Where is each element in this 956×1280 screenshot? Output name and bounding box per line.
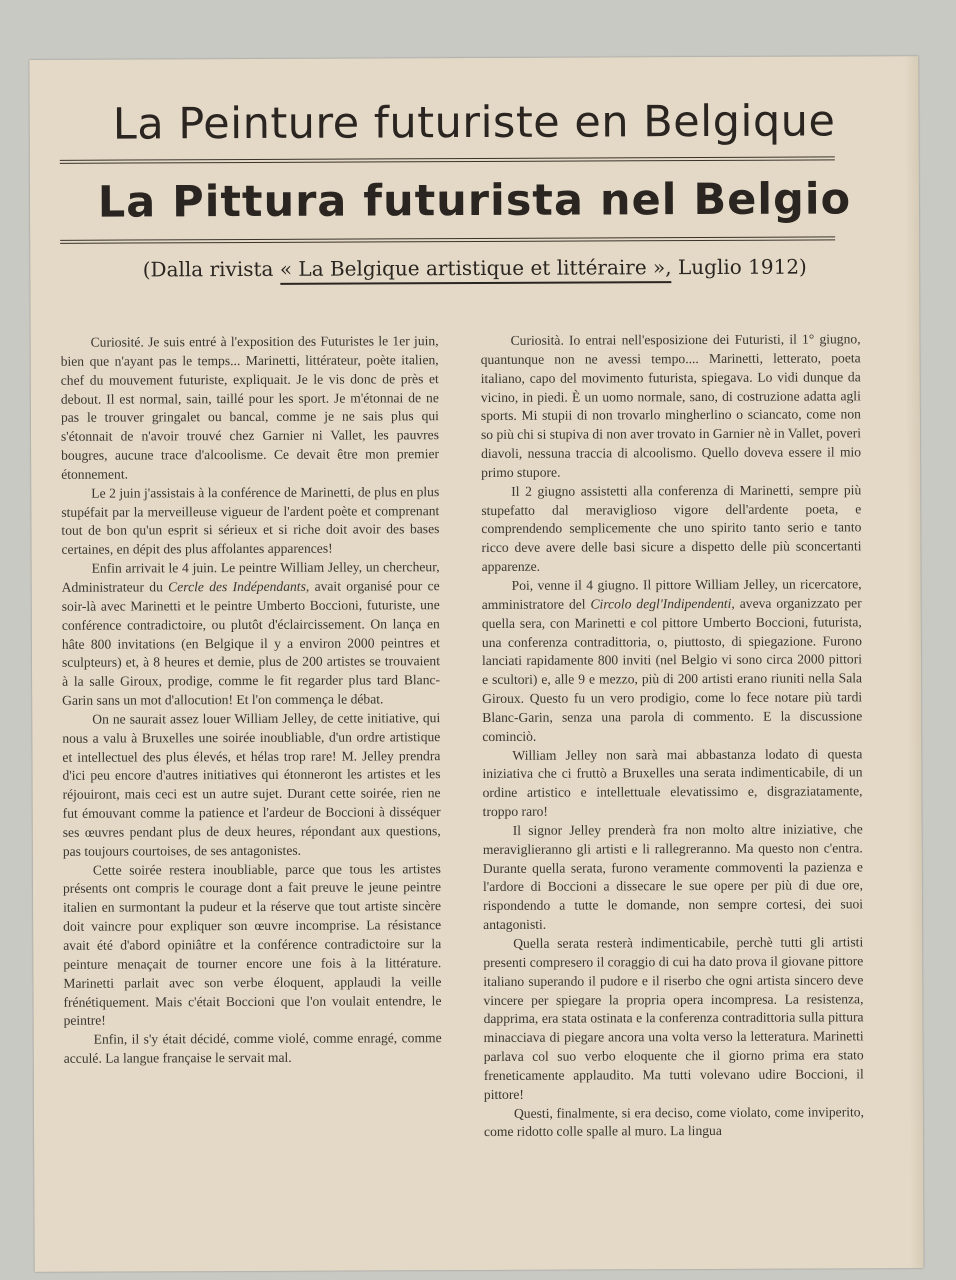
subtitle-prefix: (Dalla rivista bbox=[142, 256, 274, 282]
italian-column bbox=[481, 330, 865, 1142]
fr-p3-italic: Cercle des Indépendants, bbox=[168, 578, 310, 595]
title-french: La Peinture futuriste en Belgique bbox=[112, 96, 836, 150]
it-paragraph-4: William Jelley non sarà mai abbastanza lodato di questa iniziativa che ci fruttò a Bruxelles una serata indimenticabile, di un ordine artistico e intellettuale elevatissimo e, disgraziatamente, troppo raro! bbox=[482, 745, 863, 820]
it-paragraph-3 bbox=[482, 575, 863, 746]
it-paragraph-5: Il signor Jelley prenderà fra non molto altre iniziative, che meraviglieranno gli artisti e li rallegreranno. Ma questo non c'entra. Durante quella serata, furono veramente commoventi la pazienza e l'ardore di Boccioni a dissecare le sue opere per più di due ore, rispondendo a tutte le domande, non sempre cortesi, dei suoi antagonisti. bbox=[482, 821, 864, 933]
it-p3-italic: Circolo degl'Indipendenti, bbox=[590, 595, 735, 612]
fr-p3-start: Enfin arrivait le 4 juin. Le peintre William Jelley, un chercheur, Administrateur du bbox=[61, 559, 440, 595]
it-p3-end: aveva organizzato per quella sera, con Marinetti e col pittore Umberto Boccioni, futurista, una conferenza contradittoria, o, piuttosto, di spiegazione. Furono lanciati rapidamente 800 inviti (nel Belgio vi sono circa 2000 pittori e scultori) e, alle 9 e mezzo, più di 200 artisti erano riuniti nella Sala Giroux. Questo fu un vero prodigio, come lo fece notare più tardi Blanc-Garin, senza una parola di commento. E la discussione cominciò. bbox=[481, 595, 863, 744]
fr-paragraph-3 bbox=[62, 558, 441, 710]
fr-paragraph-6: Enfin, il s'y était décidé, comme violé, comme enragé, comme acculé. La langue française le servait mal. bbox=[63, 1030, 442, 1066]
fr-paragraph-1: Curiosité. Je suis entré à l'exposition des Futuristes le 1er juin, bien que n'ayant pas le temps... Marinetti, littérateur, poète italien, chef du mouvement futuriste, expliquait. Je le vis donc de près et debout. Il est normal, sain, taillé pour les sport. Je m'étonnai de ne pas le trouver gringalet ou bancal, comme je ne sais plus qui s'étonnait de n'avoir trouvé chez Garnier ni Vallet, les pauvres bougres, aucune trace d'alcoolisme. Ce devait être mon premier étonnement. bbox=[60, 333, 440, 482]
fr-paragraph-2: Le 2 juin j'assistais à la conférence de Marinetti, de plus en plus stupéfait par la merveilleuse vigueur de l'ardent poète et comprenant tout de bon qu'un esprit si sérieux et si riche doit avoir des bases certaines, en dépit des plus affolantes apparences! bbox=[61, 483, 440, 558]
document-page bbox=[29, 56, 923, 1272]
title-rule-top bbox=[60, 156, 835, 163]
title-rule-bottom bbox=[60, 236, 835, 243]
fr-paragraph-5: Cette soirée restera inoubliable, parce que tous les artistes présents ont compris le courage dont a fait preuve le jeune peintre italien en surmontant la pudeur et la réserve que tout artiste sincère doit vaincre pour expliquer son œuvre incomprise. La résistance avait été d'abord opiniâtre et la conférence contradictoire sur la peinture menaçait de tourner encore une fois à la littérature. Marinetti parlait avec son verbe éloquent, applaudi la veille frénétiquement. Mais c'était Boccioni que l'on voulait entendre, le peintre! bbox=[62, 860, 442, 1029]
it-paragraph-1: Curiosità. Io entrai nell'esposizione dei Futuristi, il 1° giugno, quantunque non ne avessi tempo.... Marinetti, letterato, poeta italiano, capo del movimento futurista, spiegava. Lo vidi dunque da vicino, in piedi. È un uomo normale, sano, di costruzione adatta agli sports. Mi stupii di non trovarlo mingherlino o sciancato, come non so più chi si stupiva di non aver trovato in Garnier nè in Vallet, poveri diavoli, nessuna traccia di alcoolismo. Quello doveva essere il mio primo stupore. bbox=[480, 331, 862, 480]
title-italian: La Pittura futurista nel Belgio bbox=[97, 174, 852, 228]
subtitle-date: Luglio 1912) bbox=[677, 254, 807, 280]
it-paragraph-2: Il 2 giugno assistetti alla conferenza di Marinetti, sempre più stupefatto dal meraviglioso vigore dell'ardente poeta, e comprendendo semplicemente che uno spirito tanto serio e tanto ricco deve avere delle basi sicure a dispetto delle più sconcertanti apparenze. bbox=[481, 482, 862, 575]
fr-paragraph-4: On ne saurait assez louer William Jelley, de cette initiative, qui nous a valu à Bruxelles une soirée inoubliable, d'un ordre artistique et intellectuel des plus élevés, et hélas trop rare! M. Jelley prendra d'ici peu encore d'autres initiatives qui étonneront les artistes et les réjouiront, mais ceci est un autre sujet. Durant cette soirée, rien ne fut émouvant comme la patience et l'ardeur de Boccioni à disséquer ses œuvres pendant plus de deux heures, répondant aux questions, pas toujours courtoises, de ses antagonistes. bbox=[62, 710, 441, 859]
it-paragraph-6: Quella serata resterà indimenticabile, perchè tutti gli artisti presenti compresero il coraggio di cui ha dato prova il giovane pittore italiano superando il pudore e il riserbo che ogni artista sincero deve vincere per spiegare la propria opera incompresa. La resistenza, dapprima, era stata ostinata e la conferenza contradittoria sulla pittura minacciava di piegare ancora una volta verso la letteratura. Marinetti parlava col suo verbo eloquente che il giorno prima era stato freneticamente applaudito. Ma tutti volevano udire Boccioni, il pittore! bbox=[483, 934, 864, 1102]
french-column bbox=[61, 332, 442, 1069]
fr-p3-end: avait organisé pour ce soir-là avec Marinetti et le peintre Umberto Boccioni, futuriste, une conférence contradictoire, ou plutôt d'éclaircissement. On lança en hâte 800 invitations (en Belgique il y a environ 2000 peintres et sculpteurs) et, à 8 heures et demie, plus de 200 artistes se trouvaient à la salle Giroux, prodige, comme le fit regarder plus tard Blanc-Garin sans un mot d'allocution! Et l'on commença le débat. bbox=[61, 578, 441, 708]
it-p3-start: Poi, venne il 4 giugno. Il pittore William Jelley, un ricercatore, amministratore del bbox=[481, 576, 862, 612]
subtitle bbox=[30, 254, 919, 282]
it-paragraph-7: Questi, finalmente, si era deciso, come violato, come inviperito, come ridotto colle spalle al muro. La lingua bbox=[484, 1103, 864, 1140]
subtitle-magazine: « La Belgique artistique et littéraire », bbox=[280, 255, 672, 285]
paper-edge-shadow bbox=[904, 56, 923, 1268]
